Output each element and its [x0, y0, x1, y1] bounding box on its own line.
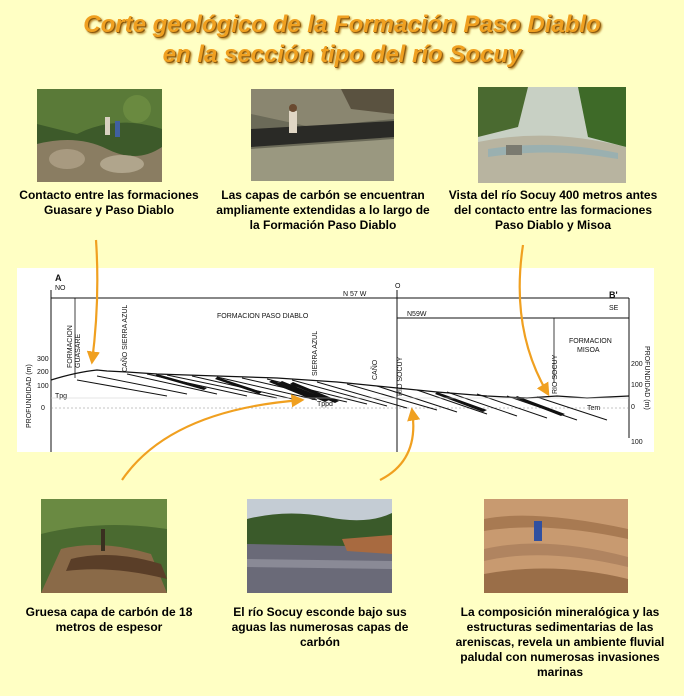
coal-beds [155, 374, 565, 416]
page-title-line-2: en la sección tipo del río Socuy [162, 41, 522, 68]
bearing-label-2: N59W [407, 311, 427, 318]
unit-tem-label: Tem [587, 405, 601, 412]
page-title-line-1: Corte geológico de la Formación Paso Diablo [83, 11, 601, 38]
caption-rio-socuy-water: El río Socuy esconde bajo sus aguas las numerosas capas de carbón [231, 605, 409, 649]
sierra-azul-label: SIERRA AZUL [312, 330, 319, 376]
rio-socuy-label-2: RIO SOCUY [552, 354, 559, 394]
photo-rio-socuy-view [478, 87, 626, 183]
section-point-a-direction: NO [55, 285, 66, 292]
right-tick-200: 200 [631, 361, 643, 368]
right-axis-label: PROFUNDIDAD (m) [643, 346, 650, 410]
cano-sierra-azul-label: CAÑO SIERRA AZUL [122, 304, 129, 372]
formacion-guasare-label-1: FORMACION [67, 325, 74, 368]
photo-coal-layers [251, 89, 394, 181]
left-tick-100: 100 [37, 383, 49, 390]
section-point-a: A [55, 273, 62, 283]
caption-coal-layers: Las capas de carbón se encuentran ampliamente extendidas a lo largo de la Formación Paso Diablo [216, 188, 430, 232]
left-tick-200: 200 [37, 369, 49, 376]
photo-rio-socuy-water [247, 499, 392, 593]
bearing-label-1: N 57 W [343, 291, 367, 298]
photo-contact-guasare [37, 89, 162, 182]
left-tick-0: 0 [41, 405, 45, 412]
formacion-misoa-label-2: MISOA [577, 347, 600, 354]
caption-sandstone-structures: La composición mineralógica y las estructuras sedimentarias de las areniscas, revela un ambiente fluvial paludal con numerosas invasiones marinas [455, 605, 665, 679]
dipping-strata [77, 374, 607, 420]
section-point-o: O [395, 283, 401, 290]
caption-contact-guasare: Contacto entre las formaciones Guasare y Paso Diablo [19, 188, 199, 217]
formacion-misoa-label-1: FORMACION [569, 338, 612, 345]
left-tick-300: 300 [37, 356, 49, 363]
unit-tpg-label: Tpg [55, 393, 68, 400]
right-tick-neg-100: 100 [631, 439, 643, 446]
geologic-cross-section [17, 268, 654, 452]
cano-label: CAÑO [372, 359, 379, 380]
left-axis-label: PROFUNDIDAD (m) [26, 364, 33, 428]
photo-sandstone-structures [484, 499, 628, 593]
section-point-b-direction: SE [609, 305, 619, 312]
unit-tppd-label: Tppd [317, 401, 333, 408]
caption-thick-coal-bed: Gruesa capa de carbón de 18 metros de espesor [25, 605, 193, 634]
right-tick-100: 100 [631, 382, 643, 389]
right-tick-0: 0 [631, 404, 635, 411]
caption-rio-socuy-view: Vista del río Socuy 400 metros antes del contacto entre las formaciones Paso Diablo y Misoa [448, 188, 658, 232]
photo-thick-coal-bed [41, 499, 167, 593]
rio-socuy-label-1: RIO SOCUY [397, 356, 404, 396]
formacion-paso-diablo-label: FORMACION PASO DIABLO [217, 313, 309, 320]
formacion-guasare-label-2: GUASARE [75, 333, 82, 368]
section-point-b: B' [609, 290, 618, 300]
